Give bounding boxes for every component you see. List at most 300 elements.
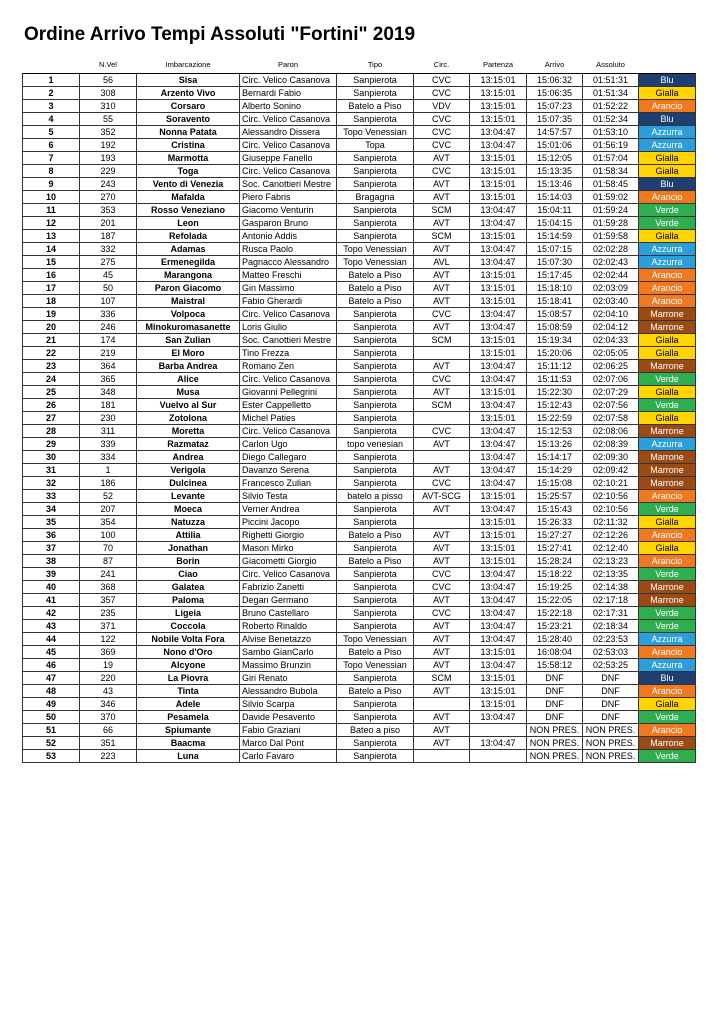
skipper-cell: Circ. Velico Casanova (240, 74, 337, 87)
club-cell: CVC (414, 373, 470, 386)
arrival-time-cell: 15:13:26 (527, 438, 583, 451)
category-badge: Blu (639, 113, 696, 126)
club-cell: AVT (414, 542, 470, 555)
start-time-cell: 13:04:47 (470, 399, 527, 412)
boat-name-cell: Nono d'Oro (137, 646, 240, 659)
start-time-cell (470, 750, 527, 763)
boat-type-cell: Sanpierota (337, 698, 414, 711)
start-time-cell: 13:04:47 (470, 204, 527, 217)
boat-type-cell: Topo Venessian (337, 243, 414, 256)
absolute-time-cell: 02:10:21 (583, 477, 639, 490)
category-badge: Blu (639, 672, 696, 685)
arrival-time-cell: 15:15:43 (527, 503, 583, 516)
skipper-cell: Davanzo Serena (240, 464, 337, 477)
position-cell: 35 (23, 516, 80, 529)
club-cell: CVC (414, 87, 470, 100)
position-cell: 32 (23, 477, 80, 490)
arrival-time-cell: 15:12:53 (527, 425, 583, 438)
table-row (23, 490, 696, 503)
position-cell: 43 (23, 620, 80, 633)
category-badge: Gialla (639, 542, 696, 555)
boat-type-cell: Sanpierota (337, 321, 414, 334)
absolute-time-cell: 02:03:09 (583, 282, 639, 295)
sail-number-cell: 352 (80, 126, 137, 139)
absolute-time-cell: 02:09:30 (583, 451, 639, 464)
category-badge: Verde (639, 217, 696, 230)
arrival-time-cell: NON PRES. (527, 724, 583, 737)
absolute-time-cell: DNF (583, 672, 639, 685)
column-header-circ: Circ. (433, 60, 450, 69)
boat-name-cell: Attilia (137, 529, 240, 542)
skipper-cell: Giovanni Pellegrini (240, 386, 337, 399)
boat-name-cell: Musa (137, 386, 240, 399)
table-row (23, 243, 696, 256)
table-row (23, 256, 696, 269)
position-cell: 1 (23, 74, 80, 87)
start-time-cell: 13:15:01 (470, 191, 527, 204)
position-cell: 31 (23, 464, 80, 477)
sail-number-cell: 339 (80, 438, 137, 451)
category-badge: Blu (639, 178, 696, 191)
sail-number-cell: 193 (80, 152, 137, 165)
club-cell: AVT (414, 152, 470, 165)
position-cell: 28 (23, 425, 80, 438)
category-badge: Gialla (639, 165, 696, 178)
category-badge: Marrone (639, 477, 696, 490)
category-badge: Blu (639, 74, 696, 87)
category-badge: Azzurra (639, 256, 696, 269)
absolute-time-cell: 01:52:22 (583, 100, 639, 113)
club-cell: AVT (414, 243, 470, 256)
table-row (23, 737, 696, 750)
boat-type-cell: Sanpierota (337, 620, 414, 633)
category-badge: Marrone (639, 321, 696, 334)
position-cell: 34 (23, 503, 80, 516)
absolute-time-cell: 02:02:28 (583, 243, 639, 256)
table-row (23, 204, 696, 217)
sail-number-cell: 56 (80, 74, 137, 87)
sail-number-cell: 369 (80, 646, 137, 659)
category-badge: Gialla (639, 412, 696, 425)
arrival-time-cell: 15:22:30 (527, 386, 583, 399)
boat-type-cell: Topo Venessian (337, 659, 414, 672)
skipper-cell: Giacometti Giorgio (240, 555, 337, 568)
boat-name-cell: Coccola (137, 620, 240, 633)
sail-number-cell: 220 (80, 672, 137, 685)
absolute-time-cell: 02:18:34 (583, 620, 639, 633)
category-badge: Gialla (639, 347, 696, 360)
position-cell: 22 (23, 347, 80, 360)
skipper-cell: Pagnacco Alessandro (240, 256, 337, 269)
sail-number-cell: 354 (80, 516, 137, 529)
boat-type-cell: Sanpierota (337, 386, 414, 399)
category-badge: Arancio (639, 555, 696, 568)
table-row (23, 152, 696, 165)
absolute-time-cell: 02:04:12 (583, 321, 639, 334)
table-row (23, 750, 696, 763)
club-cell: AVT (414, 269, 470, 282)
absolute-time-cell: 02:53:03 (583, 646, 639, 659)
sail-number-cell: 70 (80, 542, 137, 555)
sail-number-cell: 235 (80, 607, 137, 620)
skipper-cell: Silvio Testa (240, 490, 337, 503)
skipper-cell: Marco Dal Pont (240, 737, 337, 750)
results-body (23, 74, 696, 763)
position-cell: 11 (23, 204, 80, 217)
table-row (23, 672, 696, 685)
start-time-cell: 13:15:01 (470, 490, 527, 503)
boat-name-cell: Vento di Venezia (137, 178, 240, 191)
arrival-time-cell: 15:15:08 (527, 477, 583, 490)
category-badge: Azzurra (639, 243, 696, 256)
boat-name-cell: Andrea (137, 451, 240, 464)
start-time-cell: 13:04:47 (470, 126, 527, 139)
arrival-time-cell: 15:14:59 (527, 230, 583, 243)
table-row (23, 282, 696, 295)
category-badge: Verde (639, 204, 696, 217)
boat-name-cell: Spiumante (137, 724, 240, 737)
boat-name-cell: Minokuromasanette (137, 321, 240, 334)
skipper-cell: Degan Germano (240, 594, 337, 607)
skipper-cell: Bruno Castellaro (240, 607, 337, 620)
sail-number-cell: 186 (80, 477, 137, 490)
skipper-cell: Righetti Giorgio (240, 529, 337, 542)
boat-type-cell: Sanpierota (337, 750, 414, 763)
start-time-cell: 13:04:47 (470, 243, 527, 256)
category-badge: Gialla (639, 87, 696, 100)
sail-number-cell: 223 (80, 750, 137, 763)
table-row (23, 321, 696, 334)
club-cell: AVT (414, 438, 470, 451)
table-row (23, 399, 696, 412)
start-time-cell: 13:15:01 (470, 230, 527, 243)
start-time-cell: 13:15:01 (470, 347, 527, 360)
boat-name-cell: Leon (137, 217, 240, 230)
sail-number-cell: 43 (80, 685, 137, 698)
boat-type-cell: Sanpierota (337, 230, 414, 243)
start-time-cell: 13:15:01 (470, 87, 527, 100)
table-row (23, 594, 696, 607)
start-time-cell: 13:15:01 (470, 685, 527, 698)
skipper-cell: Francesco Zulian (240, 477, 337, 490)
boat-name-cell: Volpoca (137, 308, 240, 321)
absolute-time-cell: 02:05:05 (583, 347, 639, 360)
skipper-cell: Circ. Velico Casanova (240, 139, 337, 152)
start-time-cell: 13:04:47 (470, 139, 527, 152)
column-header-assoluto: Assoluto (596, 60, 625, 69)
skipper-cell: Tino Frezza (240, 347, 337, 360)
sail-number-cell: 50 (80, 282, 137, 295)
table-row (23, 100, 696, 113)
boat-type-cell: Topo Venessian (337, 126, 414, 139)
arrival-time-cell: 15:28:40 (527, 633, 583, 646)
absolute-time-cell: 01:59:02 (583, 191, 639, 204)
category-badge: Verde (639, 607, 696, 620)
start-time-cell (470, 724, 527, 737)
position-cell: 36 (23, 529, 80, 542)
start-time-cell: 13:15:01 (470, 178, 527, 191)
position-cell: 13 (23, 230, 80, 243)
arrival-time-cell: 15:27:41 (527, 542, 583, 555)
category-badge: Arancio (639, 282, 696, 295)
skipper-cell: Alessandro Bubola (240, 685, 337, 698)
boat-name-cell: Dulcinea (137, 477, 240, 490)
sail-number-cell: 246 (80, 321, 137, 334)
position-cell: 30 (23, 451, 80, 464)
boat-type-cell: Sanpierota (337, 542, 414, 555)
position-cell: 38 (23, 555, 80, 568)
boat-type-cell: Sanpierota (337, 503, 414, 516)
position-cell: 47 (23, 672, 80, 685)
club-cell: CVC (414, 74, 470, 87)
absolute-time-cell: 02:02:43 (583, 256, 639, 269)
arrival-time-cell: 15:12:05 (527, 152, 583, 165)
boat-name-cell: Marmotta (137, 152, 240, 165)
boat-name-cell: Sisa (137, 74, 240, 87)
skipper-cell: Alvise Benetazzo (240, 633, 337, 646)
arrival-time-cell: 15:25:57 (527, 490, 583, 503)
category-badge: Marrone (639, 308, 696, 321)
club-cell: AVT (414, 464, 470, 477)
absolute-time-cell: 01:59:24 (583, 204, 639, 217)
absolute-time-cell: 02:06:25 (583, 360, 639, 373)
arrival-time-cell: 15:20:06 (527, 347, 583, 360)
boat-name-cell: Galatea (137, 581, 240, 594)
club-cell: AVT (414, 386, 470, 399)
category-badge: Verde (639, 620, 696, 633)
boat-name-cell: Nobile Volta Fora (137, 633, 240, 646)
position-cell: 51 (23, 724, 80, 737)
absolute-time-cell: 02:07:58 (583, 412, 639, 425)
sail-number-cell: 122 (80, 633, 137, 646)
absolute-time-cell: 02:17:18 (583, 594, 639, 607)
skipper-cell: Piccini Jacopo (240, 516, 337, 529)
boat-name-cell: Ligeia (137, 607, 240, 620)
club-cell: AVT (414, 282, 470, 295)
category-badge: Marrone (639, 425, 696, 438)
start-time-cell: 13:04:47 (470, 594, 527, 607)
club-cell: SCM (414, 204, 470, 217)
club-cell: SCM (414, 230, 470, 243)
category-badge: Verde (639, 399, 696, 412)
boat-type-cell: Sanpierota (337, 347, 414, 360)
table-row (23, 477, 696, 490)
position-cell: 18 (23, 295, 80, 308)
category-badge: Arancio (639, 191, 696, 204)
table-row (23, 646, 696, 659)
absolute-time-cell: 01:57:04 (583, 152, 639, 165)
category-badge: Gialla (639, 334, 696, 347)
club-cell: AVT (414, 360, 470, 373)
boat-name-cell: Mafalda (137, 191, 240, 204)
category-badge: Verde (639, 750, 696, 763)
boat-type-cell: Sanpierota (337, 737, 414, 750)
start-time-cell: 13:04:47 (470, 711, 527, 724)
start-time-cell: 13:15:01 (470, 672, 527, 685)
club-cell: CVC (414, 126, 470, 139)
position-cell: 33 (23, 490, 80, 503)
table-row (23, 74, 696, 87)
absolute-time-cell: 02:08:39 (583, 438, 639, 451)
category-badge: Verde (639, 711, 696, 724)
skipper-cell: Loris Giulio (240, 321, 337, 334)
boat-type-cell: Sanpierota (337, 607, 414, 620)
arrival-time-cell: 15:06:35 (527, 87, 583, 100)
position-cell: 26 (23, 399, 80, 412)
arrival-time-cell: 16:08:04 (527, 646, 583, 659)
arrival-time-cell: 15:01:06 (527, 139, 583, 152)
table-row (23, 386, 696, 399)
boat-type-cell: Sanpierota (337, 217, 414, 230)
boat-name-cell: Arzento Vivo (137, 87, 240, 100)
boat-name-cell: Razmataz (137, 438, 240, 451)
skipper-cell: Giuseppe Fanello (240, 152, 337, 165)
skipper-cell: Carlon Ugo (240, 438, 337, 451)
start-time-cell: 13:04:47 (470, 477, 527, 490)
boat-type-cell: Batelo a Piso (337, 295, 414, 308)
club-cell: CVC (414, 308, 470, 321)
position-cell: 21 (23, 334, 80, 347)
start-time-cell: 13:15:01 (470, 646, 527, 659)
column-header-nvel: N.Vel (99, 60, 117, 69)
arrival-time-cell: 15:04:11 (527, 204, 583, 217)
skipper-cell: Circ. Velico Casanova (240, 165, 337, 178)
sail-number-cell: 192 (80, 139, 137, 152)
table-row (23, 360, 696, 373)
table-row (23, 451, 696, 464)
boat-name-cell: Borin (137, 555, 240, 568)
category-badge: Verde (639, 503, 696, 516)
sail-number-cell: 187 (80, 230, 137, 243)
table-row (23, 334, 696, 347)
table-row (23, 87, 696, 100)
sail-number-cell: 308 (80, 87, 137, 100)
boat-type-cell: Sanpierota (337, 113, 414, 126)
position-cell: 12 (23, 217, 80, 230)
club-cell: AVT (414, 295, 470, 308)
boat-type-cell: Sanpierota (337, 373, 414, 386)
boat-name-cell: Jonathan (137, 542, 240, 555)
skipper-cell: Romano Zen (240, 360, 337, 373)
skipper-cell: Soc. Canottieri Mestre (240, 334, 337, 347)
boat-type-cell: Batelo a Piso (337, 646, 414, 659)
position-cell: 45 (23, 646, 80, 659)
boat-type-cell: Batelo a Piso (337, 685, 414, 698)
absolute-time-cell: 02:12:26 (583, 529, 639, 542)
arrival-time-cell: 15:58:12 (527, 659, 583, 672)
skipper-cell: Circ. Velico Casanova (240, 373, 337, 386)
skipper-cell: Michel Paties (240, 412, 337, 425)
start-time-cell: 13:04:47 (470, 321, 527, 334)
boat-type-cell: Topa (337, 139, 414, 152)
table-header-row (23, 56, 696, 74)
sail-number-cell: 346 (80, 698, 137, 711)
absolute-time-cell: 02:23:53 (583, 633, 639, 646)
club-cell: VDV (414, 100, 470, 113)
category-badge: Marrone (639, 360, 696, 373)
category-badge: Arancio (639, 295, 696, 308)
absolute-time-cell: 01:52:34 (583, 113, 639, 126)
position-cell: 50 (23, 711, 80, 724)
start-time-cell: 13:04:47 (470, 373, 527, 386)
position-cell: 29 (23, 438, 80, 451)
club-cell: CVC (414, 139, 470, 152)
arrival-time-cell: 15:22:05 (527, 594, 583, 607)
boat-name-cell: Baacma (137, 737, 240, 750)
sail-number-cell: 229 (80, 165, 137, 178)
club-cell: AVT (414, 646, 470, 659)
category-badge: Arancio (639, 724, 696, 737)
column-header-pos (23, 56, 80, 74)
sail-number-cell: 45 (80, 269, 137, 282)
start-time-cell: 13:04:47 (470, 425, 527, 438)
sail-number-cell: 334 (80, 451, 137, 464)
start-time-cell: 13:15:01 (470, 542, 527, 555)
position-cell: 41 (23, 594, 80, 607)
boat-type-cell: Sanpierota (337, 594, 414, 607)
club-cell: AVT (414, 594, 470, 607)
skipper-cell: Soc. Canottieri Mestre (240, 178, 337, 191)
table-row (23, 217, 696, 230)
arrival-time-cell: 15:13:35 (527, 165, 583, 178)
absolute-time-cell: 01:58:34 (583, 165, 639, 178)
arrival-time-cell: NON PRES. (527, 750, 583, 763)
sail-number-cell: 351 (80, 737, 137, 750)
boat-type-cell: Sanpierota (337, 74, 414, 87)
club-cell: AVL (414, 256, 470, 269)
category-badge: Verde (639, 373, 696, 386)
boat-name-cell: Luna (137, 750, 240, 763)
boat-type-cell: Sanpierota (337, 451, 414, 464)
club-cell: CVC (414, 165, 470, 178)
skipper-cell: Fabio Graziani (240, 724, 337, 737)
boat-name-cell: Nonna Patata (137, 126, 240, 139)
sail-number-cell: 55 (80, 113, 137, 126)
start-time-cell: 13:04:47 (470, 607, 527, 620)
arrival-time-cell: 15:18:22 (527, 568, 583, 581)
boat-type-cell: Sanpierota (337, 581, 414, 594)
arrival-time-cell: 14:57:57 (527, 126, 583, 139)
start-time-cell: 13:15:01 (470, 529, 527, 542)
sail-number-cell: 219 (80, 347, 137, 360)
position-cell: 8 (23, 165, 80, 178)
table-row (23, 269, 696, 282)
position-cell: 9 (23, 178, 80, 191)
skipper-cell: Mason Mirko (240, 542, 337, 555)
boat-name-cell: San Zulian (137, 334, 240, 347)
column-header-categoria (639, 56, 696, 74)
sail-number-cell: 365 (80, 373, 137, 386)
category-badge: Azzurra (639, 659, 696, 672)
table-row (23, 607, 696, 620)
skipper-cell: Alberto Sonino (240, 100, 337, 113)
boat-type-cell: Batelo a Piso (337, 529, 414, 542)
arrival-time-cell: 15:26:33 (527, 516, 583, 529)
boat-type-cell: Sanpierota (337, 425, 414, 438)
sail-number-cell: 311 (80, 425, 137, 438)
club-cell (414, 412, 470, 425)
position-cell: 19 (23, 308, 80, 321)
skipper-cell: Diego Callegaro (240, 451, 337, 464)
absolute-time-cell: 02:07:29 (583, 386, 639, 399)
arrival-time-cell: 15:07:35 (527, 113, 583, 126)
skipper-cell: Sambo GianCarlo (240, 646, 337, 659)
table-row (23, 438, 696, 451)
category-badge: Arancio (639, 100, 696, 113)
boat-type-cell: Sanpierota (337, 464, 414, 477)
boat-name-cell: Vuelvo al Sur (137, 399, 240, 412)
boat-type-cell: Sanpierota (337, 204, 414, 217)
